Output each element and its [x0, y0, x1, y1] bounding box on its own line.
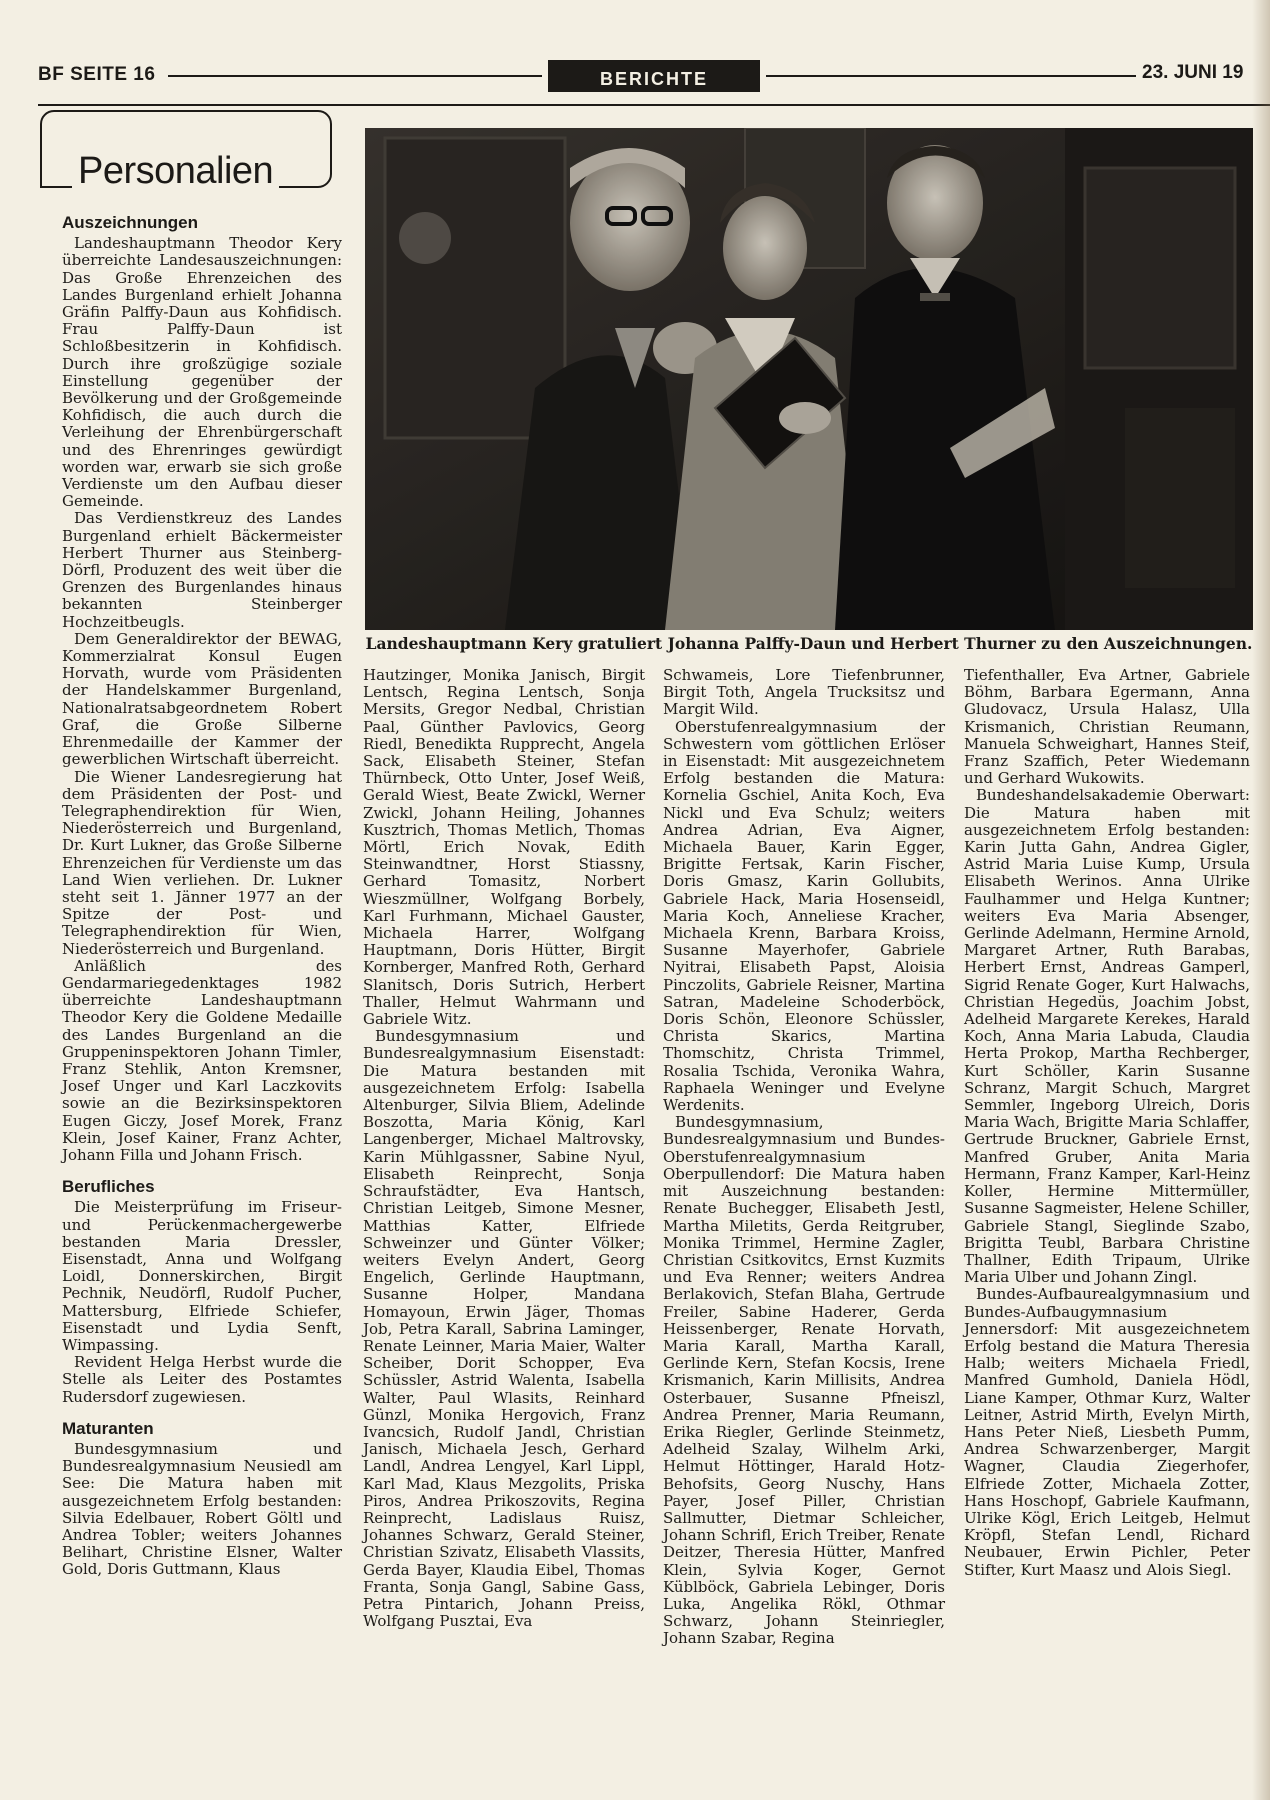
rubric-title: Personalien — [72, 150, 279, 192]
paragraph: Bundesgymnasium und Bundesrealgymnasium Neusiedl am See: Die Matura haben mit ausgezeichnetem Erfolg bestanden: Silvia Edelbauer, Robert Göltl und Andrea Tobler; weiters Johannes Belihart, Christine Elsner, Walter Gold, Doris Guttmann, Klaus — [62, 1440, 342, 1579]
news-photo — [365, 128, 1253, 630]
section-label: BERICHTE — [548, 60, 760, 92]
paragraph: Bundesgymnasium, Bundesrealgymnasium und Bundes-Oberstufenrealgymnasium Oberpullendorf: Die Matura haben mit Auszeichnung bestanden: Renate Buchegger, Elisabeth Jestl, Martha Miletits, Gerda Reitgruber, Monika Trimmel, Hermine Zagler, Christian Csitkovitcs, Ernst Kuzmits und Eva Renner; weiters Andrea Berlakovich, Stefan Blaha, Gertrude Freiler, Sabine Haderer, Gerda Heissenberger, Renate Horvath, Maria Karall, Martha Karall, Gerlinde Kern, Stefan Kocsis, Irene Krismanich, Karin Millisits, Andrea Osterbauer, Susanne Pfneiszl, Andrea Prenner, Maria Reumann, Erika Riegler, Gerlinde Steinmetz, Adelheid Szalay, Wilhelm Arki, Helmut Höttinger, Harald Hotz-Behofsits, Georg Nuschy, Hans Payer, Josef Piller, Christian Sallmutter, Dietmar Schleicher, Johann Schrifl, Erich Treiber, Renate Deitzer, Theresia Hütter, Manfred Klein, Sylvia Koger, Gernot Küblböck, Gabriela Lebinger, Doris Luka, Angelika Rökl, Othmar Schwarz, Johann Steinriegler, Johann Szabar, Regina — [663, 1113, 945, 1648]
paragraph: Dem Generaldirektor der BEWAG, Kommerzialrat Konsul Eugen Horvath, wurde vom Präsidenten der Handelskammer Burgenland, Nationalratsabgeordnetem Robert Graf, die Große Silberne Ehrenmedaille der Kammer der gewerblichen Wirtschaft überreicht. — [62, 629, 342, 769]
paragraph: Hautzinger, Monika Janisch, Birgit Lentsch, Regina Lentsch, Sonja Mersits, Gregor Nedbal, Christian Paal, Günther Pavlovics, Georg Riedl, Benedikta Rupprecht, Angela Sack, Elisabeth Steiner, Stefan Thürnbeck, Otto Unter, Josef Weiß, Gerald Wiest, Beate Zwickl, Werner Zwickl, Johann Heiling, Johannes Kusztrich, Thomas Metlich, Thomas Mörtl, Erich Novak, Edith Steinwandtner, Horst Stiassny, Gerhard Tomasitz, Norbert Wieszmüllner, Wolfgang Borbely, Karl Furhmann, Michael Gauster, Michaela Harrer, Wolfgang Hauptmann, Doris Hütter, Birgit Kornberger, Manfred Roth, Gerhard Slanitsch, Doris Sutrich, Herbert Thaller, Helmut Wahrmann und Gabriele Witz. — [363, 666, 645, 1029]
heading-auszeichnungen: Auszeichnungen — [62, 213, 199, 232]
heading-maturanten: Maturanten — [62, 1418, 154, 1438]
paragraph: Oberstufenrealgymnasium der Schwestern vom göttlichen Erlöser in Eisenstadt: Mit ausgezeichnetem Erfolg bestanden die Matura: Kornelia Gschiel, Anita Koch, Eva Nickl und Eva Schulz; weiters Andrea Adrian, Eva Aigner, Michaela Bauer, Karin Egger, Brigitte Fertsak, Karin Fischer, Doris Gmasz, Karin Gollubits, Gabriele Hack, Maria Hosenseidl, Maria Koch, Anneliese Kracher, Michaela Krenn, Barbara Kroiss, Susanne Mayerhofer, Gabriele Nyitrai, Elisabeth Papst, Aloisia Pinczolits, Gabriele Reisner, Martina Satran, Madeleine Schoderböck, Doris Schön, Eleonore Schüssler, Christa Skarics, Martina Thomschitz, Christa Trimmel, Rosalia Tschida, Veronika Wahra, Raphaela Weninger und Evelyne Werdenits. — [663, 717, 945, 1115]
photo-caption: Landeshauptmann Kery gratuliert Johanna Palffy-Daun und Herbert Thurner zu den Auszeichnungen. — [365, 634, 1253, 653]
column-1 — [62, 214, 342, 1579]
issue-date: 23. JUNI 19 — [1142, 62, 1244, 83]
paragraph: Die Wiener Landesregierung hat dem Präsidenten der Post- und Telegraphendirektion für Wien, Niederösterreich und Burgenland, Dr. Kurt Lukner, das Große Silberne Ehrenzeichen für Verdienste um das Land Wien verliehen. Dr. Lukner steht seit 1. Jänner 1977 an der Spitze der Post- und Telegraphendirektion für Wien, Niederösterreich und Burgenland. — [62, 767, 342, 958]
paragraph: Tiefenthaller, Eva Artner, Gabriele Böhm, Barbara Egermann, Anna Gludovacz, Ursula Halasz, Ulla Krismanich, Christian Reumann, Manuela Schweighart, Hannes Steif, Franz Szaffich, Peter Wiedemann und Gerhard Wukowits. — [964, 666, 1250, 788]
photo-illustration — [365, 128, 1253, 630]
paragraph: Schwameis, Lore Tiefenbrunner, Birgit Toth, Angela Trucksitsz und Margit Wild. — [663, 666, 945, 719]
page-number: BF SEITE 16 — [38, 64, 156, 85]
paragraph: Bundesgymnasium und Bundesrealgymnasium Eisenstadt: Die Matura bestanden mit ausgezeichnetem Erfolg: Isabella Altenburger, Silvia Bliem, Adelinde Boszotta, Maria König, Karl Langenberger, Michael Maltrovsky, Karin Mühlgassner, Sabine Nyul, Elisabeth Reinprecht, Sonja Schraufstädter, Eva Hantsch, Christian Leitgeb, Simone Mesner, Matthias Katter, Elfriede Schweinzer und Günter Völker; weiters Evelyn Andert, Georg Engelich, Gerlinde Hauptmann, Susanne Holper, Mandana Homayoun, Erwin Jäger, Thomas Job, Petra Karall, Sabrina Laminger, Renate Leinner, Maria Maier, Walter Scheiber, Dorit Schopper, Eva Schüssler, Astrid Walenta, Isabella Walter, Paul Wlasits, Reinhard Günzl, Monika Hergovich, Franz Ivancsich, Rudolf Jandl, Christian Janisch, Michaela Jesch, Gerhard Landl, Andrea Lengyel, Karl Lippl, Karl Mad, Klaus Mezgolits, Priska Piros, Andrea Prikoszovits, Regina Reinprecht, Ladislaus Ruisz, Johannes Schwarz, Gerald Steiner, Christian Szivatz, Elisabeth Vlassits, Gerda Bayer, Klaudia Eibel, Thomas Franta, Sonja Gangl, Sabine Gass, Petra Pintarich, Johann Preiss, Wolfgang Pusztai, Eva — [363, 1027, 645, 1631]
column-3 — [663, 667, 945, 1648]
page-edge-shadow — [1252, 0, 1270, 1800]
paragraph: Das Verdienstkreuz des Landes Burgenland erhielt Bäckermeister Herbert Thurner aus Steinberg-Dörfl, Produzent des weit über die Grenzen des Burgenlandes hinaus bekannten Steinberger Hochzeitbeugls. — [62, 509, 342, 631]
paragraph: Landeshauptmann Theodor Kery überreichte Landesauszeichnungen: Das Große Ehrenzeichen des Landes Burgenland erhielt Johanna Gräfin Palffy-Daun aus Kohfidisch. Frau Palffy-Daun ist Schloßbesitzerin in Kohfidisch. Durch ihre großzügige soziale Einstellung gegenüber der Bevölkerung und der Großgemeinde Kohfidisch, die auch durch die Verleihung der Ehrenbürgerschaft und des Ehrenringes gewürdigt worden war, erwarb sie sich große Verdienste um den Aufbau dieser Gemeinde. — [62, 234, 342, 511]
paragraph: Anläßlich des Gendarmariegedenktages 1982 überreichte Landeshauptmann Theodor Kery die Goldene Medaille des Landes Burgenland an die Gruppeninspektoren Johann Timler, Franz Stehlik, Anton Kremsner, Josef Unger und Karl Laczkovits sowie an die Bezirksinspektoren Eugen Giczy, Josef Morek, Franz Klein, Josef Kainer, Franz Achter, Johann Filla und Johann Frisch. — [62, 956, 342, 1164]
paragraph: Bundes-Aufbaurealgymnasium und Bundes-Aufbaugymnasium Jennersdorf: Mit ausgezeichnetem Erfolg bestand die Matura Theresia Halb; weiters Michaela Friedl, Manfred Gumhold, Daniela Hödl, Liane Kamper, Othmar Kurz, Walter Leitner, Astrid Mirth, Evelyn Mirth, Hans Peter Nieß, Liesbeth Pumm, Andrea Schwarzenberger, Margit Wagner, Claudia Ziegerhofer, Elfriede Zotter, Michaela Zotter, Hans Hoschopf, Gabriele Kaufmann, Ulrike Kögl, Erich Leitgeb, Helmut Kröpfl, Stefan Lendl, Richard Neubauer, Erwin Pichler, Peter Stifter, Kurt Maasz und Alois Siegl. — [964, 1285, 1250, 1579]
column-2 — [363, 667, 645, 1630]
paragraph: Bundeshandelsakademie Oberwart: Die Matura haben mit ausgezeichnetem Erfolg bestanden: Karin Jutta Gahn, Andrea Gigler, Astrid Maria Luise Kump, Ursula Elisabeth Werinos. Anna Ulrike Faulhammer und Helga Kuntner; weiters Eva Maria Absenger, Gerlinde Adelmann, Hermine Arnold, Margaret Artner, Ruth Barabas, Herbert Ernst, Andreas Gamperl, Sigrid Renate Goger, Kurt Halwachs, Christian Hegedüs, Joachim Jobst, Adelheid Margarete Kerekes, Harald Koch, Anna Maria Labuda, Claudia Herta Prokop, Martha Rechberger, Kurt Schöller, Karin Susanne Schranz, Margit Schuch, Margret Semmler, Ingeborg Ulreich, Doris Maria Wach, Brigitte Maria Schlaffer, Gertrude Bruckner, Gabriele Ernst, Manfred Gruber, Anita Maria Hermann, Franz Kamper, Karl-Heinz Koller, Hermine Mittermüller, Susanne Sagmeister, Helene Schiller, Gabriele Stangl, Sieglinde Szabo, Brigitta Teubl, Barbara Christine Thallner, Edith Tripaum, Ulrike Maria Ulber und Johann Zingl. — [964, 786, 1250, 1287]
heading-berufliches: Berufliches — [62, 1177, 155, 1197]
column-4 — [964, 667, 1250, 1579]
paragraph: Revident Helga Herbst wurde die Stelle als Leiter des Postamtes Rudersdorf zugewiesen. — [62, 1353, 342, 1406]
paragraph: Die Meisterprüfung im Friseur- und Perückenmachergewerbe bestanden Maria Dressler, Eisenstadt, Anna und Wolfgang Loidl, Donnerskirchen, Birgit Pechnik, Neudörfl, Rudolf Pucher, Mattersburg, Elfriede Schiefer, Eisenstadt und Lydia Senft, Wimpassing. — [62, 1198, 342, 1354]
top-rule — [38, 104, 1270, 106]
header-rule-right — [766, 75, 1136, 77]
header-rule-left — [168, 75, 542, 77]
